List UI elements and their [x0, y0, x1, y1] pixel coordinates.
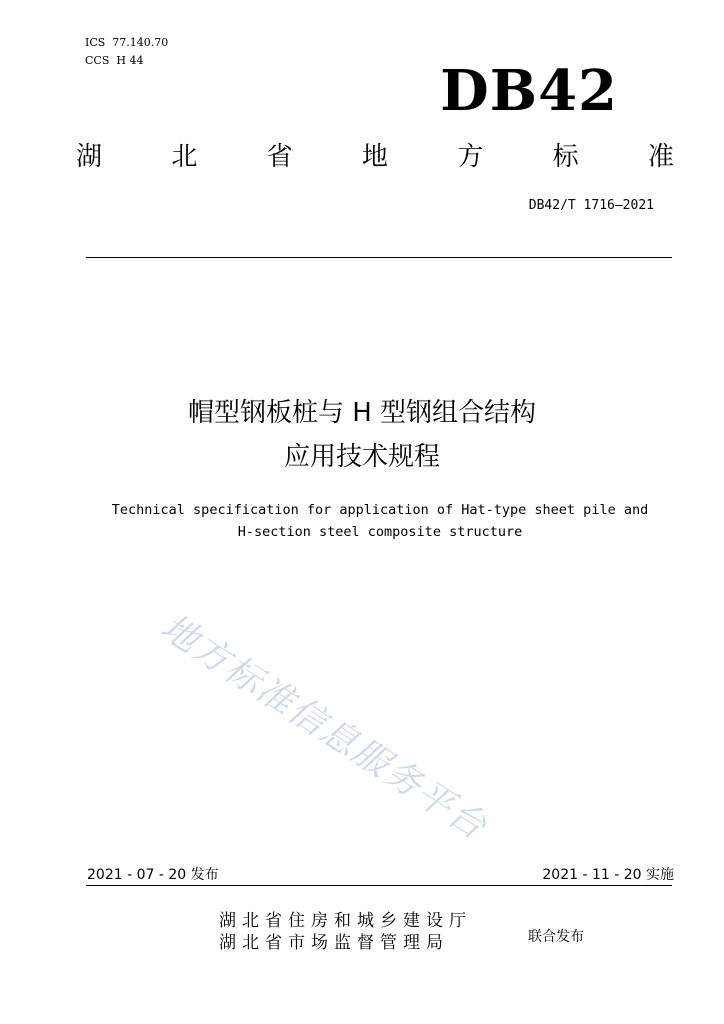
heading-char: 省	[266, 142, 293, 172]
title-zh-line1: 帽型钢板桩与 H 型钢组合结构	[187, 398, 537, 428]
heading-char: 地	[361, 142, 388, 172]
top-divider	[86, 257, 672, 258]
heading-char: 北	[171, 142, 198, 172]
issuer-line2: 湖北省市场监督管理局	[219, 933, 449, 953]
heading-char: 方	[457, 142, 484, 172]
heading-char: 湖	[76, 142, 103, 172]
issuer-line1: 湖北省住房和城乡建设厅	[219, 911, 472, 931]
implementation-date: 2021 - 11 - 20 实施	[542, 867, 674, 883]
title-en-line1: Technical specification for application of Hat-type sheet pile and	[111, 502, 649, 518]
title-zh-line2: 应用技术规程	[283, 442, 440, 472]
heading-char: 准	[647, 142, 674, 172]
province-standard-heading	[76, 140, 674, 174]
ccs-code: CCS H 44	[85, 54, 144, 67]
issue-date: 2021 - 07 - 20 发布	[87, 867, 219, 883]
standard-number: DB42/T 1716—2021	[528, 198, 654, 213]
classification-codes	[85, 34, 168, 70]
joint-issue-label: 联合发布	[528, 929, 584, 945]
heading-char: 标	[552, 142, 579, 172]
title-en-line2: H-section steel composite structure	[237, 524, 523, 540]
watermark: 地方标准信息服务平台	[153, 606, 495, 849]
db-code: DB42	[440, 58, 618, 124]
bottom-divider	[86, 885, 672, 886]
ics-code: ICS 77.140.70	[85, 36, 169, 49]
